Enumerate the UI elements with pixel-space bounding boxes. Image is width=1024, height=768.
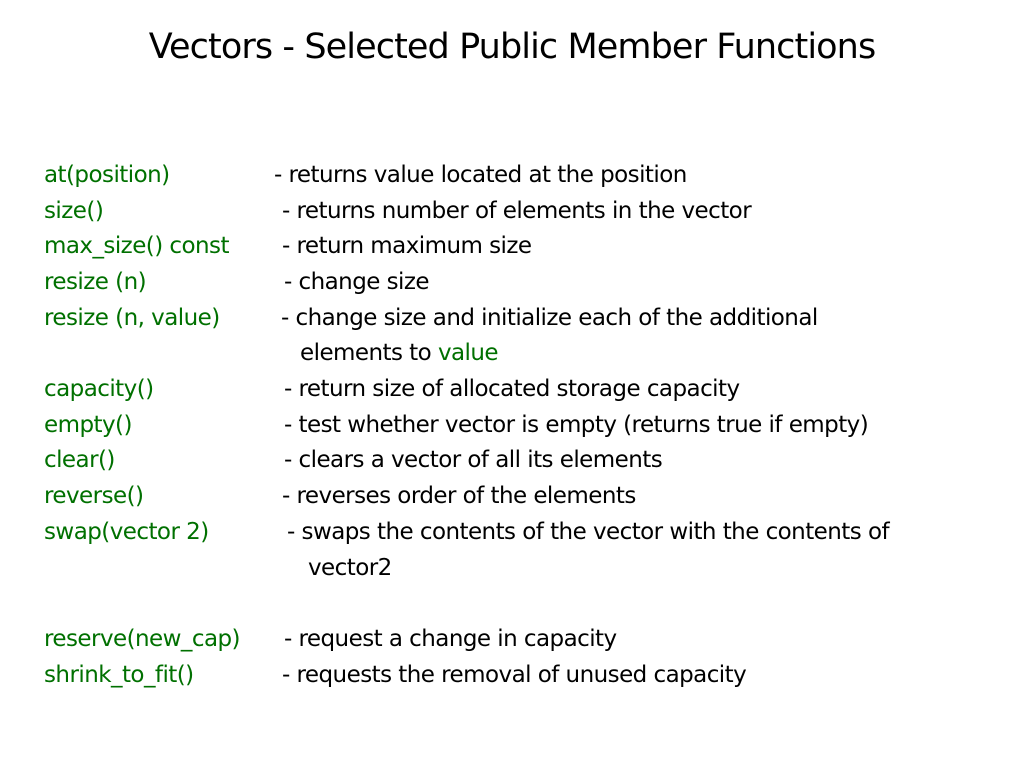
function-description: - reverses order of the elements bbox=[282, 483, 636, 509]
function-description: - swaps the contents of the vector with the contents of bbox=[287, 519, 890, 545]
function-name: shrink_to_fit() bbox=[44, 662, 194, 688]
function-description: - return size of allocated storage capacity bbox=[284, 376, 740, 402]
function-name: reserve(new_cap) bbox=[44, 626, 240, 652]
function-row-swap bbox=[0, 514, 1024, 550]
slide-title: Vectors - Selected Public Member Functions bbox=[148, 27, 876, 67]
function-row-reserve bbox=[0, 621, 1024, 657]
function-description: - returns value located at the position bbox=[274, 162, 687, 188]
function-name: resize (n, value) bbox=[44, 305, 220, 331]
function-row-reverse bbox=[0, 478, 1024, 514]
description-continuation bbox=[0, 335, 1024, 371]
continuation-text: vector2 bbox=[308, 555, 392, 581]
description-continuation bbox=[0, 550, 1024, 586]
function-description: - clears a vector of all its elements bbox=[284, 447, 663, 473]
function-name: clear() bbox=[44, 447, 115, 473]
function-name: resize (n) bbox=[44, 269, 147, 295]
function-description: - change size bbox=[284, 269, 430, 295]
continuation-prefix: elements to bbox=[300, 340, 438, 366]
function-name: capacity() bbox=[44, 376, 154, 402]
function-row-size bbox=[0, 193, 1024, 229]
continuation-text bbox=[300, 335, 498, 371]
function-name: reverse() bbox=[44, 483, 144, 509]
function-description: - request a change in capacity bbox=[284, 626, 617, 652]
function-name: size() bbox=[44, 198, 104, 224]
continuation-highlight: value bbox=[437, 340, 499, 366]
function-row-capacity bbox=[0, 371, 1024, 407]
function-description: - change size and initialize each of the additional bbox=[281, 305, 818, 331]
function-row-shrink-to-fit bbox=[0, 657, 1024, 693]
function-row-resize-n-value bbox=[0, 300, 1024, 336]
function-row-resize-n bbox=[0, 264, 1024, 300]
function-description: - test whether vector is empty (returns true if empty) bbox=[284, 412, 869, 438]
function-row-at bbox=[0, 157, 1024, 193]
function-name: max_size() const bbox=[44, 233, 229, 259]
function-description: - requests the removal of unused capacity bbox=[282, 662, 747, 688]
function-name: swap(vector 2) bbox=[44, 519, 209, 545]
function-row-max-size bbox=[0, 228, 1024, 264]
function-description: - returns number of elements in the vector bbox=[282, 198, 752, 224]
function-name: empty() bbox=[44, 412, 132, 438]
function-row-empty bbox=[0, 407, 1024, 443]
function-name: at(position) bbox=[44, 162, 170, 188]
function-row-clear bbox=[0, 442, 1024, 478]
function-description: - return maximum size bbox=[282, 233, 532, 259]
